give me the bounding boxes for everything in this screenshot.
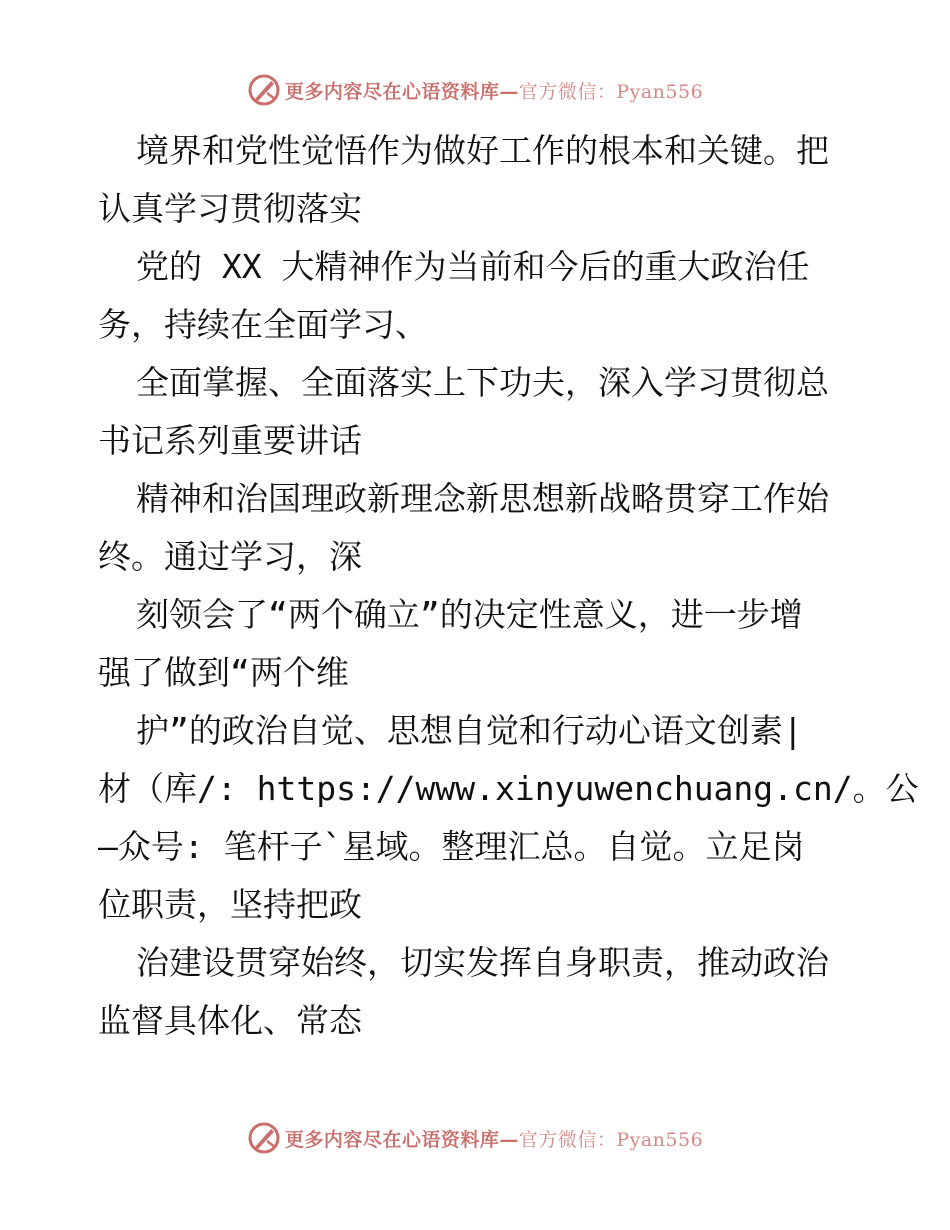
text-line: 认真学习贯彻落实 — [98, 189, 362, 228]
banner-title: 更多内容尽在心语资料库— — [284, 1128, 519, 1151]
text-line: 治建设贯穿始终，切实发挥自身职责，推动政治 — [136, 943, 829, 982]
body-text — [98, 122, 919, 1050]
text-line: 精神和治国理政新理念新思想新战略贯穿工作始 — [136, 479, 829, 518]
quill-logo-icon — [247, 73, 281, 107]
banner-title: 更多内容尽在心语资料库— — [284, 80, 519, 103]
text-line: 境界和党性觉悟作为做好工作的根本和关键。把 — [136, 131, 829, 170]
text-line: 刻领会了“两个确立”的决定性意义，进一步增 — [136, 595, 803, 634]
banner-wechat: 官方微信：Pyan556 — [518, 1128, 704, 1151]
text-line: 材（库/: https://www.xinyuwenchuang.cn/。公 — [98, 769, 919, 808]
text-line: 书记系列重要讲话 — [98, 421, 362, 460]
banner-wechat: 官方微信：Pyan556 — [518, 80, 704, 103]
text-line: 终。通过学习，深 — [98, 537, 362, 576]
quill-logo-icon — [247, 1121, 281, 1155]
text-line: 全面掌握、全面落实上下功夫，深入学习贯彻总 — [136, 363, 829, 402]
text-line: 监督具体化、常态 — [98, 1001, 362, 1040]
text-line: 位职责，坚持把政 — [98, 885, 362, 924]
text-line: 务，持续在全面学习、 — [98, 305, 428, 344]
text-line: 党的 XX 大精神作为当前和今后的重大政治任 — [136, 247, 810, 286]
text-line: 护”的政治自觉、思想自觉和行动心语文创素| — [136, 711, 803, 750]
footer-banner — [0, 1118, 950, 1158]
header-banner — [0, 70, 950, 110]
text-line: 强了做到“两个维 — [98, 653, 349, 692]
text-line: —众号: 笔杆子`星域。整理汇总。自觉。立足岗 — [98, 827, 805, 866]
